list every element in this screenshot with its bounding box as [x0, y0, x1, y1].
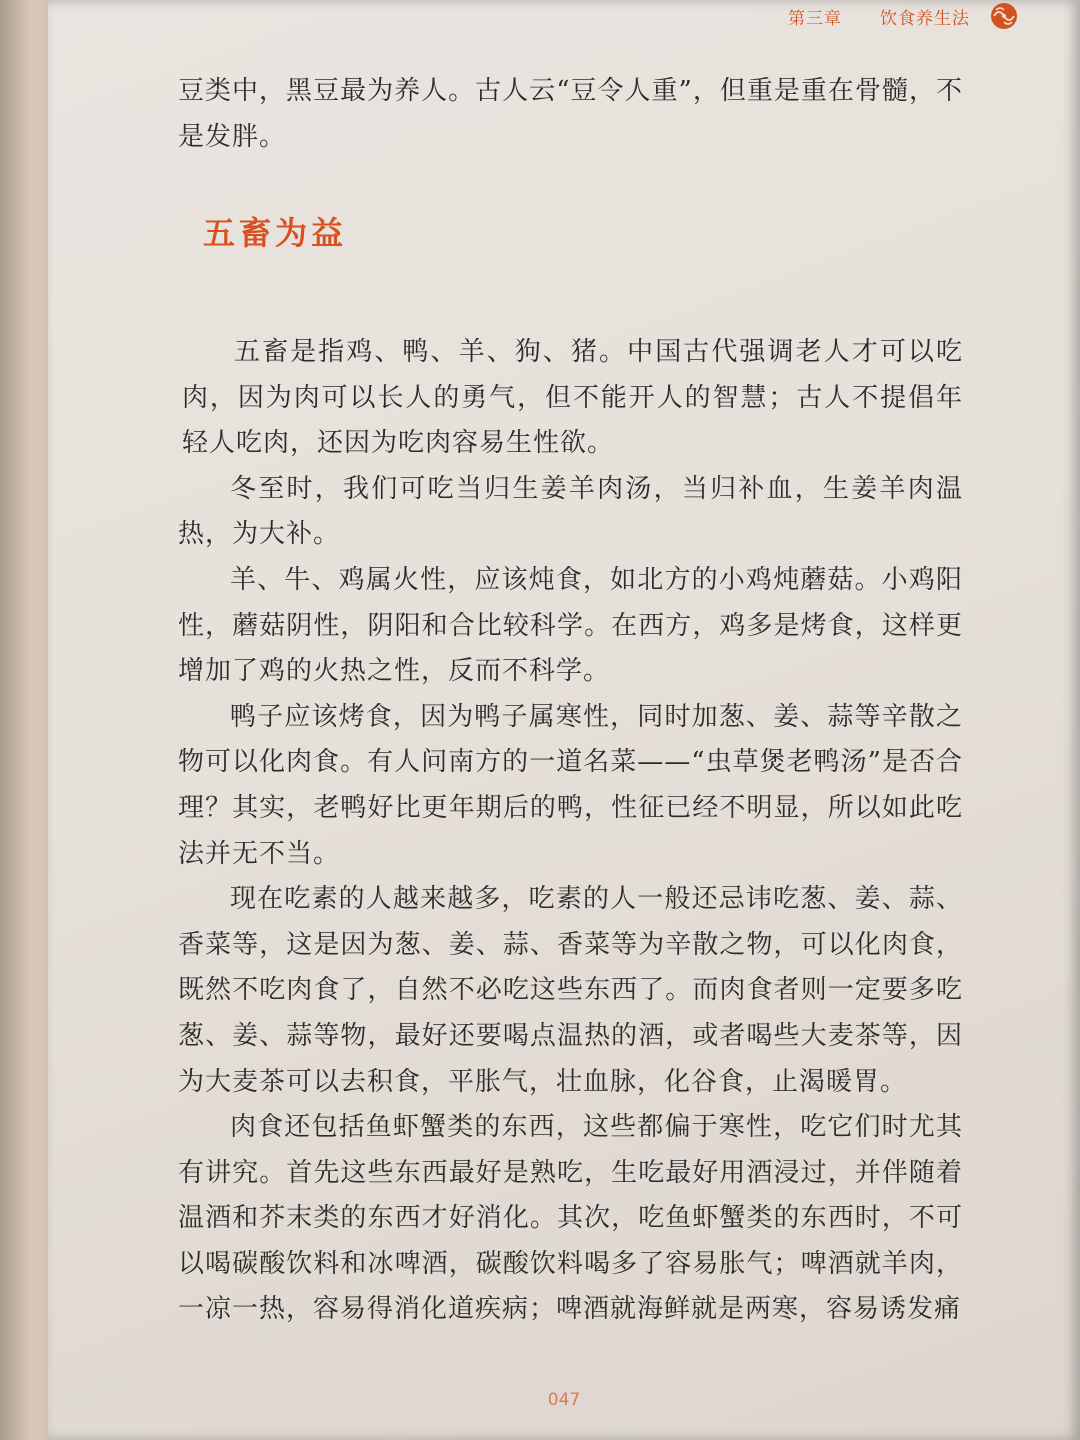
chapter-label: 第三章 — [788, 8, 842, 29]
book-page — [48, 0, 1080, 1440]
paragraph-2: 冬至时，我们可吃当归生姜羊肉汤，当归补血，生姜羊肉温热，为大补。 — [178, 473, 963, 550]
intro-block — [178, 68, 963, 160]
section-title: 五畜为益 — [203, 214, 348, 252]
chapter-title: 饮食养生法 — [880, 8, 970, 29]
cloud-ornament-icon — [984, 1, 1024, 31]
paragraph-1: 五畜是指鸡、鸭、羊、狗、猪。中国古代强调老人才可以吃肉，因为肉可以长人的勇气，但不能开人的智慧；古人不提倡年轻人吃肉，还因为吃肉容易生性欲。 — [182, 337, 963, 459]
page-number: 047 — [547, 1390, 581, 1410]
paragraph-4: 鸭子应该烤食，因为鸭子属寒性，同时加葱、姜、蒜等辛散之物可以化肉食。有人问南方的一道名菜——“虫草煲老鸭汤”是否合理？其实，老鸭好比更年期后的鸭，性征已经不明显，所以如此吃法并无不当。 — [178, 701, 963, 869]
paragraph-6: 肉食还包括鱼虾蟹类的东西，这些都偏于寒性，吃它们时尤其有讲究。首先这些东西最好是熟吃，生吃最好用酒浸过，并伴随着温酒和芥末类的东西才好消化。其次，吃鱼虾蟹类的东西时，不可以喝碳酸饮料和冰啤酒，碳酸饮料喝多了容易胀气；啤酒就羊肉，一凉一热，容易得消化道疾病；啤酒就海鲜就是两寒，容易诱发痛 — [178, 1112, 963, 1325]
running-head — [788, 2, 1024, 30]
intro-paragraph: 豆类中，黑豆最为养人。古人云“豆令人重”，但重是重在骨髓，不是发胖。 — [178, 76, 963, 152]
paragraph-3: 羊、牛、鸡属火性，应该炖食，如北方的小鸡炖蘑菇。小鸡阳性，蘑菇阴性，阴阳和合比较科学。在西方，鸡多是烤食，这样更增加了鸡的火热之性，反而不科学。 — [178, 564, 963, 687]
section-body — [178, 330, 963, 1333]
paragraph-5: 现在吃素的人越来越多，吃素的人一般还忌讳吃葱、姜、蒜、香菜等，这是因为葱、姜、蒜、香菜等为辛散之物，可以化肉食，既然不吃肉食了，自然不必吃这些东西了。而肉食者则一定要多吃葱、姜、蒜等物，最好还要喝点温热的酒，或者喝些大麦茶等，因为大麦茶可以去积食，平胀气，壮血脉，化谷食，止渴暖胃。 — [178, 884, 963, 1097]
